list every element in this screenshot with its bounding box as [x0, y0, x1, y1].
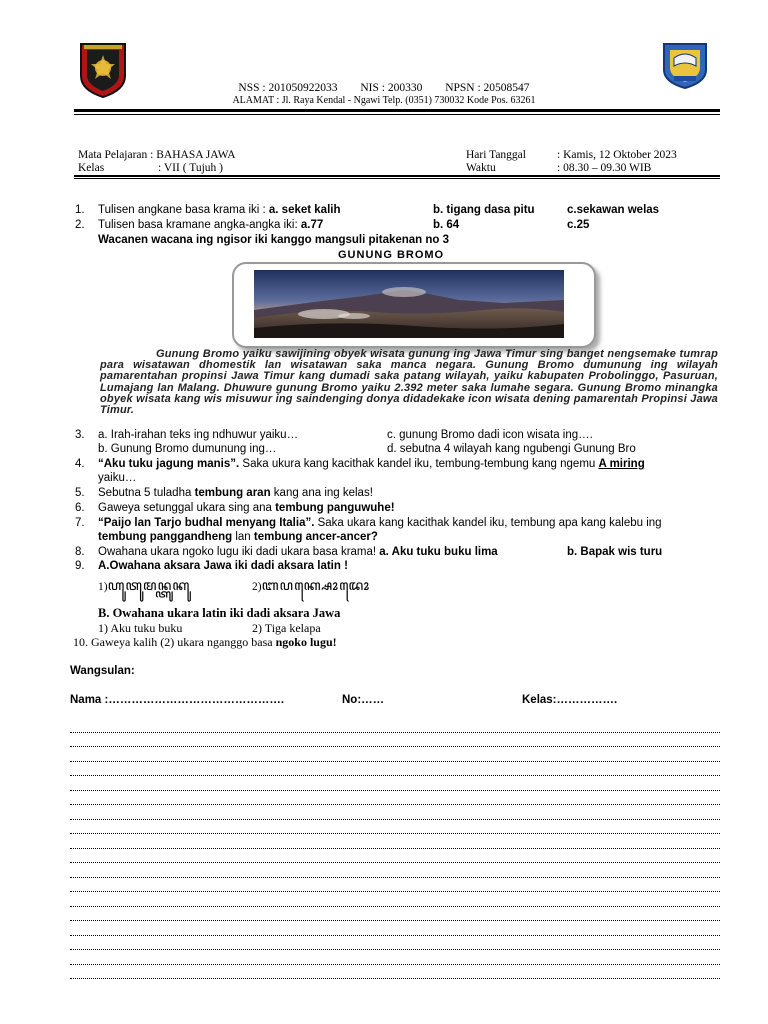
answer-line[interactable] [70, 832, 720, 834]
passage-title: GUNUNG BROMO [338, 249, 445, 261]
header-divider [74, 109, 720, 112]
q9-b2: 2) Tiga kelapa [252, 621, 321, 635]
q9-javanese-2: 2)ꦧꦥꦏ꧀ꦱꦺꦴꦢꦺꦴ [252, 579, 371, 594]
nss-number: NSS : 201050922033 [238, 82, 338, 94]
student-class-field[interactable]: Kelas:……………. [522, 694, 618, 706]
answer-line[interactable] [70, 745, 720, 747]
q7-number: 7. [75, 517, 85, 529]
answer-line[interactable] [70, 847, 720, 849]
answer-line[interactable] [70, 919, 720, 921]
q2-option-b: b. 64 [433, 219, 460, 231]
q7-text: “Paijo lan Tarjo budhal menyang Italia”. Saka ukara kang kacithak kandel iku, tembung apa kang kalebu ing [98, 517, 662, 529]
q3-number: 3. [75, 429, 85, 441]
q6-text: Gaweya setunggal ukara sing ana tembung panguwuhe! [98, 502, 395, 514]
q4-continuation: yaiku… [98, 472, 137, 484]
student-name-field[interactable]: Nama :………………………………………. [70, 694, 285, 706]
npsn-number: NPSN : 20508547 [445, 82, 530, 94]
bromo-photo [254, 270, 564, 338]
meta-divider-thin [74, 178, 720, 179]
answer-line[interactable] [70, 731, 720, 733]
q8-text: Owahana ukara ngoko lugu iki dadi ukara basa krama! a. Aku tuku buku lima [98, 546, 498, 558]
q1-text: Tulisen angkane basa krama iki : a. seket kalih [98, 204, 341, 216]
passage-text: Gunung Bromo yaiku sawijining obyek wisata gunung ing Jawa Timur sing banget nengsemake tumrap para wisatawan dhomestik lan wisatawan saka manca negara. Gunung Bromo dumunung ing wilayah pamarentahan propinsi Jawa Timur kang dumadi saka patang wilayah, yaiku kabupaten Probolinggo, Pasuruan, Lumajang lan Malang. Dhuwure gunung Bromo yaiku 2.392 meter saka lumahe segara. Gunung Bromo minangka obyek wisata kang wis misuwur ing saindenging donya didadekake icon wisata dening pamarentah Propinsi Jawa Timur. [100, 348, 718, 417]
time-value: : 08.30 – 09.30 WIB [557, 162, 652, 174]
answer-line[interactable] [70, 963, 720, 965]
answer-line[interactable] [70, 789, 720, 791]
q3-a: a. Irah-irahan teks ing ndhuwur yaiku… [98, 429, 299, 441]
q7-continuation: tembung panggandheng lan tembung ancer-ancer? [98, 531, 378, 543]
q5-text: Sebutna 5 tuladha tembung aran kang ana ing kelas! [98, 487, 373, 499]
answer-line[interactable] [70, 774, 720, 776]
q4-text: “Aku tuku jagung manis”. Saka ukura kang kacithak kandel iku, tembung-tembung kang ngemu A miring [98, 458, 645, 470]
q9-part-a: A.Owahana aksara Jawa iki dadi aksara latin ! [98, 560, 348, 572]
q2-option-c: c.25 [567, 219, 590, 231]
day-value: : Kamis, 12 Oktober 2023 [557, 149, 677, 161]
q3-d: d. sebutna 4 wilayah kang ngubengi Gunung Bro [387, 443, 636, 455]
answer-title: Wangsulan: [70, 665, 135, 677]
q4-number: 4. [75, 458, 85, 470]
answer-line[interactable] [70, 948, 720, 950]
answer-line[interactable] [70, 876, 720, 878]
class-label: Kelas [78, 162, 105, 174]
q2-text: Tulisen basa kramane angka-angka iki: a.77 [98, 219, 324, 231]
school-address: ALAMAT : Jl. Raya Kendal - Ngawi Telp. (0351) 730032 Kode Pos. 63261 [232, 95, 536, 106]
q6-number: 6. [75, 502, 85, 514]
student-number-field[interactable]: No:…… [342, 694, 385, 706]
q1-option-b: b. tigang dasa pitu [433, 204, 535, 216]
answer-line[interactable] [70, 905, 720, 907]
answer-line[interactable] [70, 818, 720, 820]
q5-number: 5. [75, 487, 85, 499]
q1-option-c: c.sekawan welas [567, 204, 660, 216]
q9-number: 9. [75, 560, 85, 572]
time-label: Waktu [466, 162, 496, 174]
school-identifiers [0, 82, 768, 94]
answer-line[interactable] [70, 934, 720, 936]
meta-divider [74, 175, 720, 177]
q3-c: c. gunung Bromo dadi icon wisata ing…. [387, 429, 593, 441]
q8-option-b: b. Bapak wis turu [567, 546, 663, 558]
class-value: : VII ( Tujuh ) [158, 162, 223, 174]
q1-number: 1. [75, 204, 85, 216]
q10-text: 10. Gaweya kalih (2) ukara nganggo basa ngoko lugu! [73, 635, 337, 649]
q2-number: 2. [75, 219, 85, 231]
answer-line[interactable] [70, 977, 720, 979]
q9-part-b: B. Owahana ukara latin iki dadi aksara Jawa [98, 606, 341, 620]
answer-line[interactable] [70, 861, 720, 863]
q8-number: 8. [75, 546, 85, 558]
q9-b1: 1) Aku tuku buku [98, 621, 183, 635]
answer-line[interactable] [70, 760, 720, 762]
answer-line[interactable] [70, 890, 720, 892]
reading-instruction: Wacanen wacana ing ngisor iki kanggo mangsuli pitakenan no 3 [98, 234, 450, 246]
subject-label: Mata Pelajaran : BAHASA JAWA [78, 149, 236, 161]
q3-b: b. Gunung Bromo dumunung ing… [98, 443, 277, 455]
q9-javanese-1: 1)ꦲꦸꦠꦸꦩꦤ꧀ꦠꦸꦏꦸ [98, 579, 191, 594]
answer-line[interactable] [70, 803, 720, 805]
header-divider-thin [74, 114, 720, 115]
day-label: Hari Tanggal [466, 149, 526, 161]
nis-number: NIS : 200330 [360, 82, 423, 94]
